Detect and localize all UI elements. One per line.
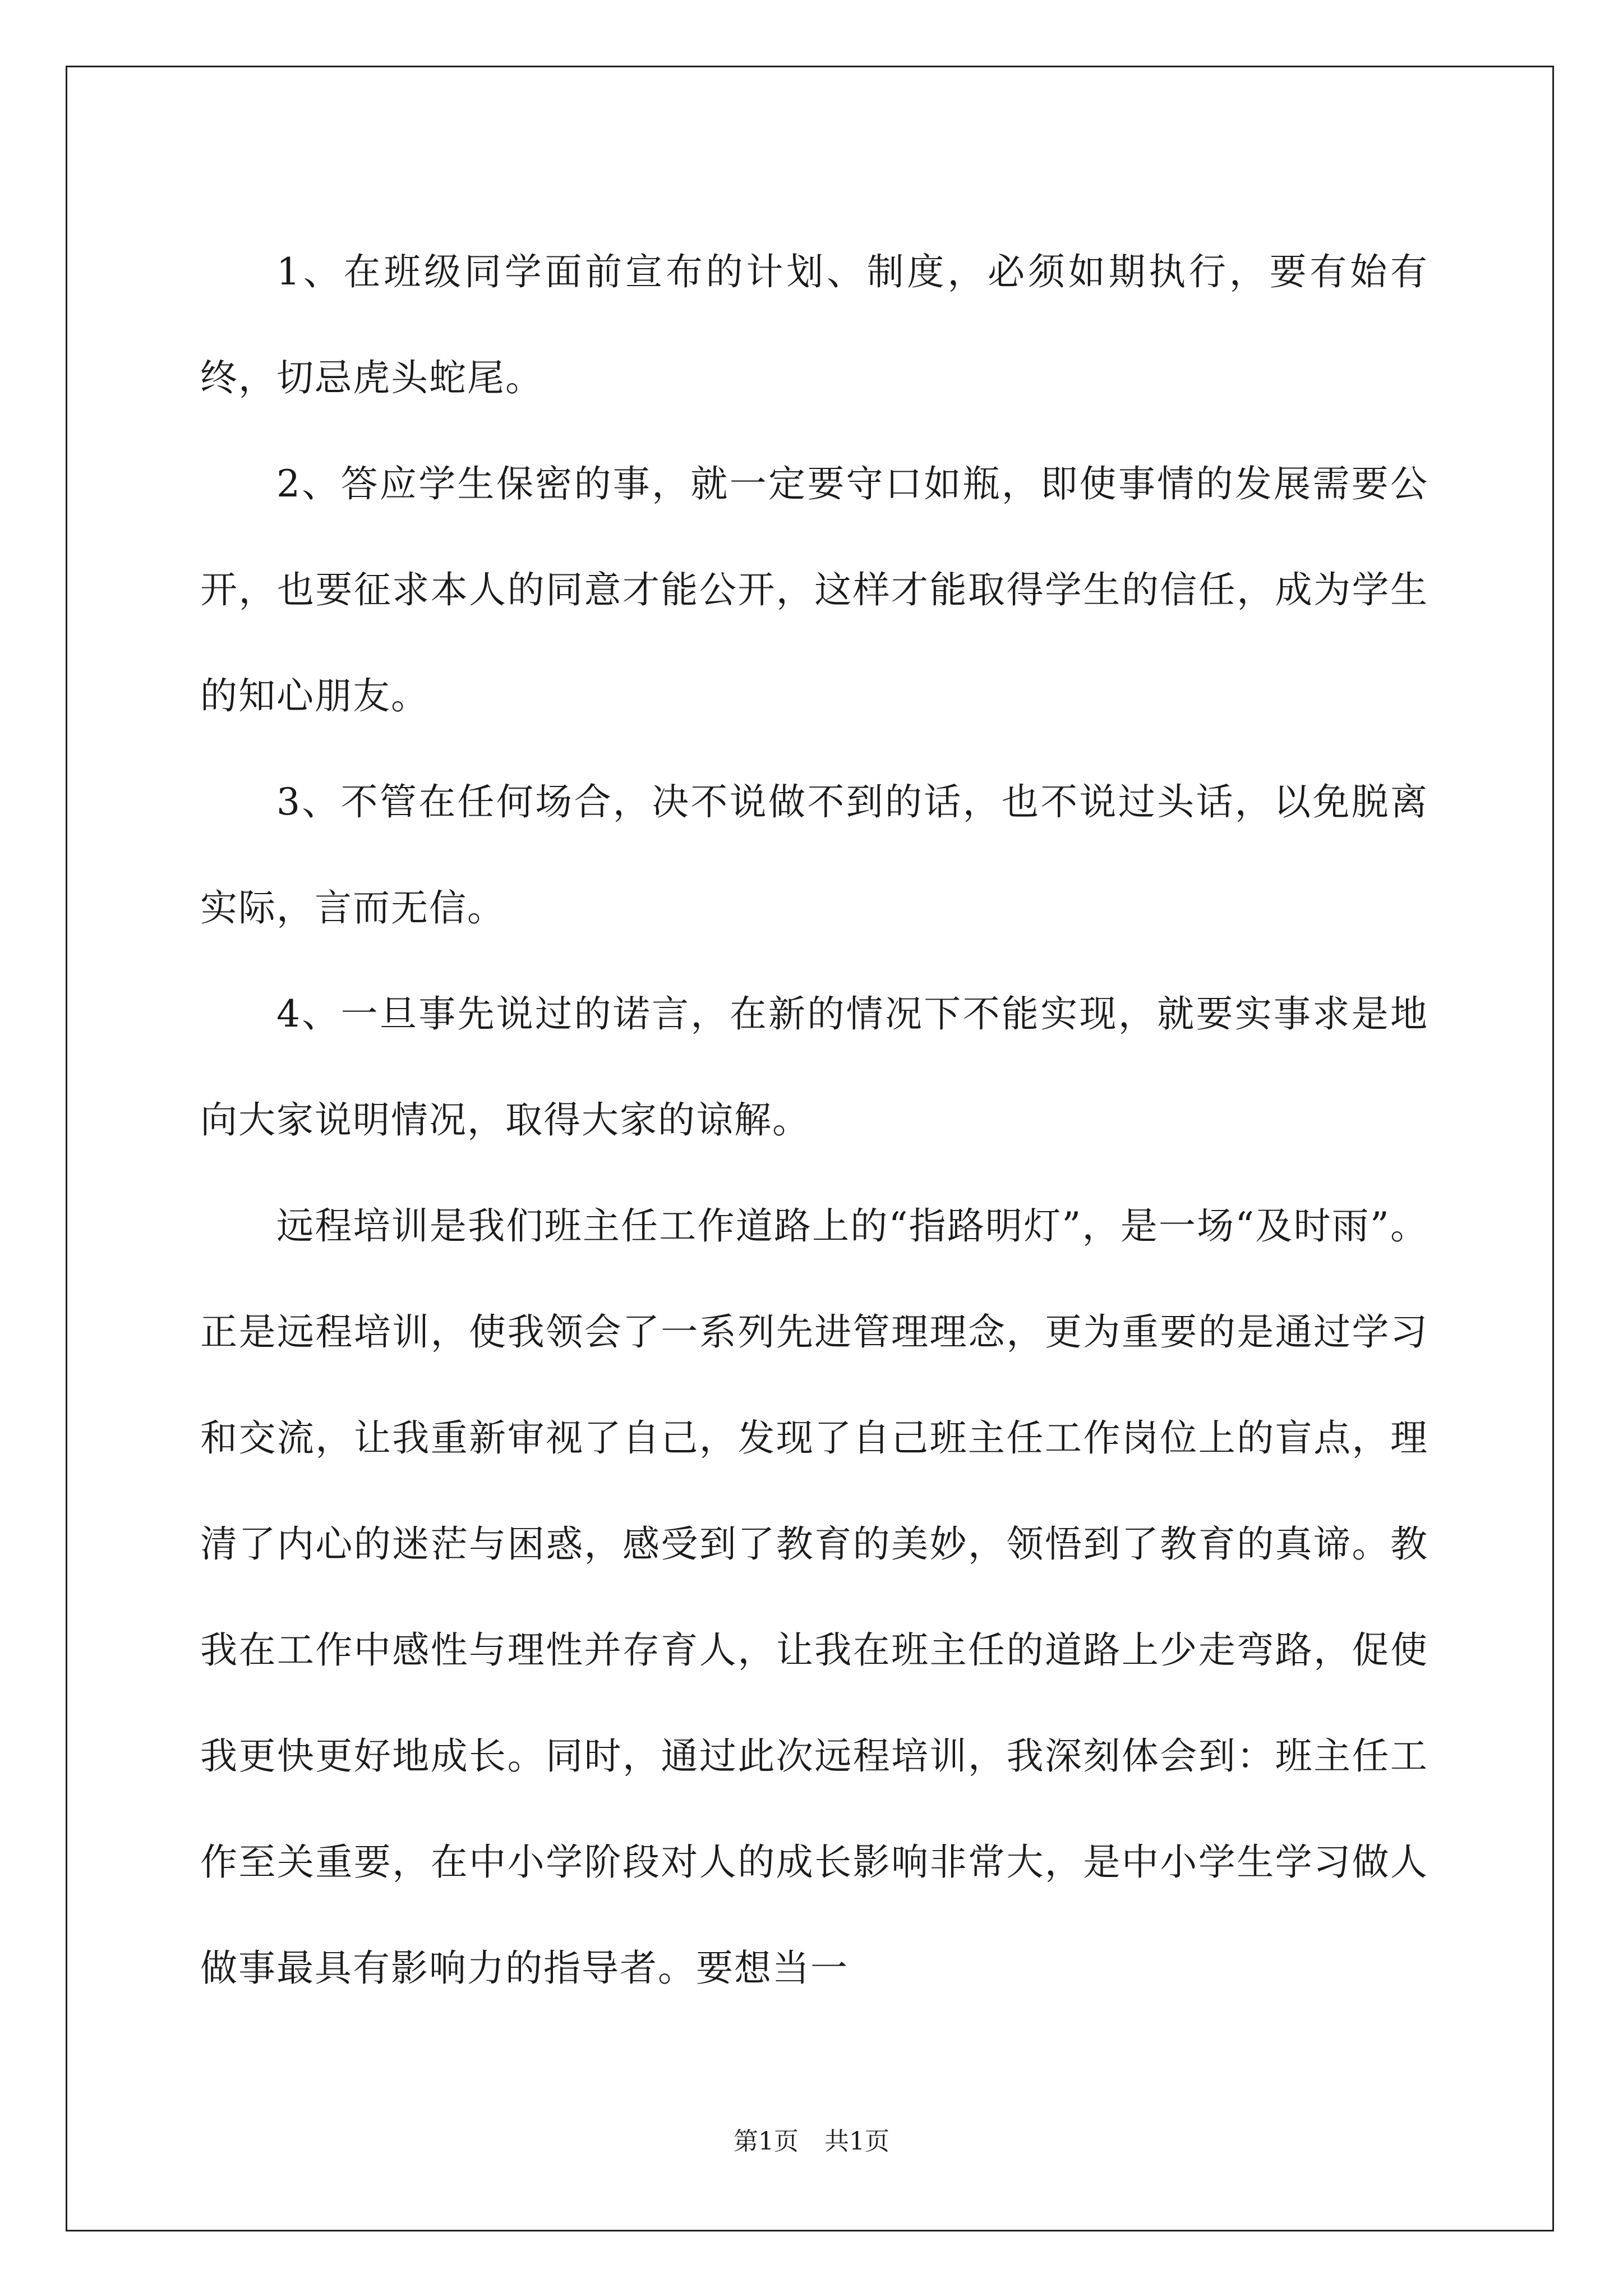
document-body — [200, 219, 1428, 2021]
page-number-current: 第1页 — [734, 2127, 799, 2156]
paragraph-1: 1、在班级同学面前宣布的计划、制度，必须如期执行，要有始有终，切忌虎头蛇尾。 — [200, 250, 1428, 399]
paragraph-2: 2、答应学生保密的事，就一定要守口如瓶，即使事情的发展需要公开，也要征求本人的同意才能公开，这样才能取得学生的信任，成为学生的知心朋友。 — [200, 462, 1428, 717]
paragraph-4: 4、一旦事先说过的诺言，在新的情况下不能实现，就要实事求是地向大家说明情况，取得大家的谅解。 — [200, 992, 1428, 1142]
page-footer — [0, 2125, 1623, 2159]
paragraph-3: 3、不管在任何场合，决不说做不到的话，也不说过头话，以免脱离实际，言而无信。 — [200, 780, 1428, 930]
page-number-total: 共1页 — [824, 2127, 889, 2156]
paragraph-5: 远程培训是我们班主任工作道路上的“指路明灯”，是一场“及时雨”。正是远程培训，使我领会了一系列先进管理理念，更为重要的是通过学习和交流，让我重新审视了自己，发现了自己班主任工作岗位上的盲点，理清了内心的迷茫与困惑，感受到了教育的美妙，领悟到了教育的真谛。教我在工作中感性与理性并存育人，让我在班主任的道路上少走弯路，促使我更快更好地成长。同时，通过此次远程培训，我深刻体会到：班主任工作至关重要，在中小学阶段对人的成长影响非常大，是中小学生学习做人做事最具有影响力的指导者。要想当一 — [200, 1204, 1428, 1990]
